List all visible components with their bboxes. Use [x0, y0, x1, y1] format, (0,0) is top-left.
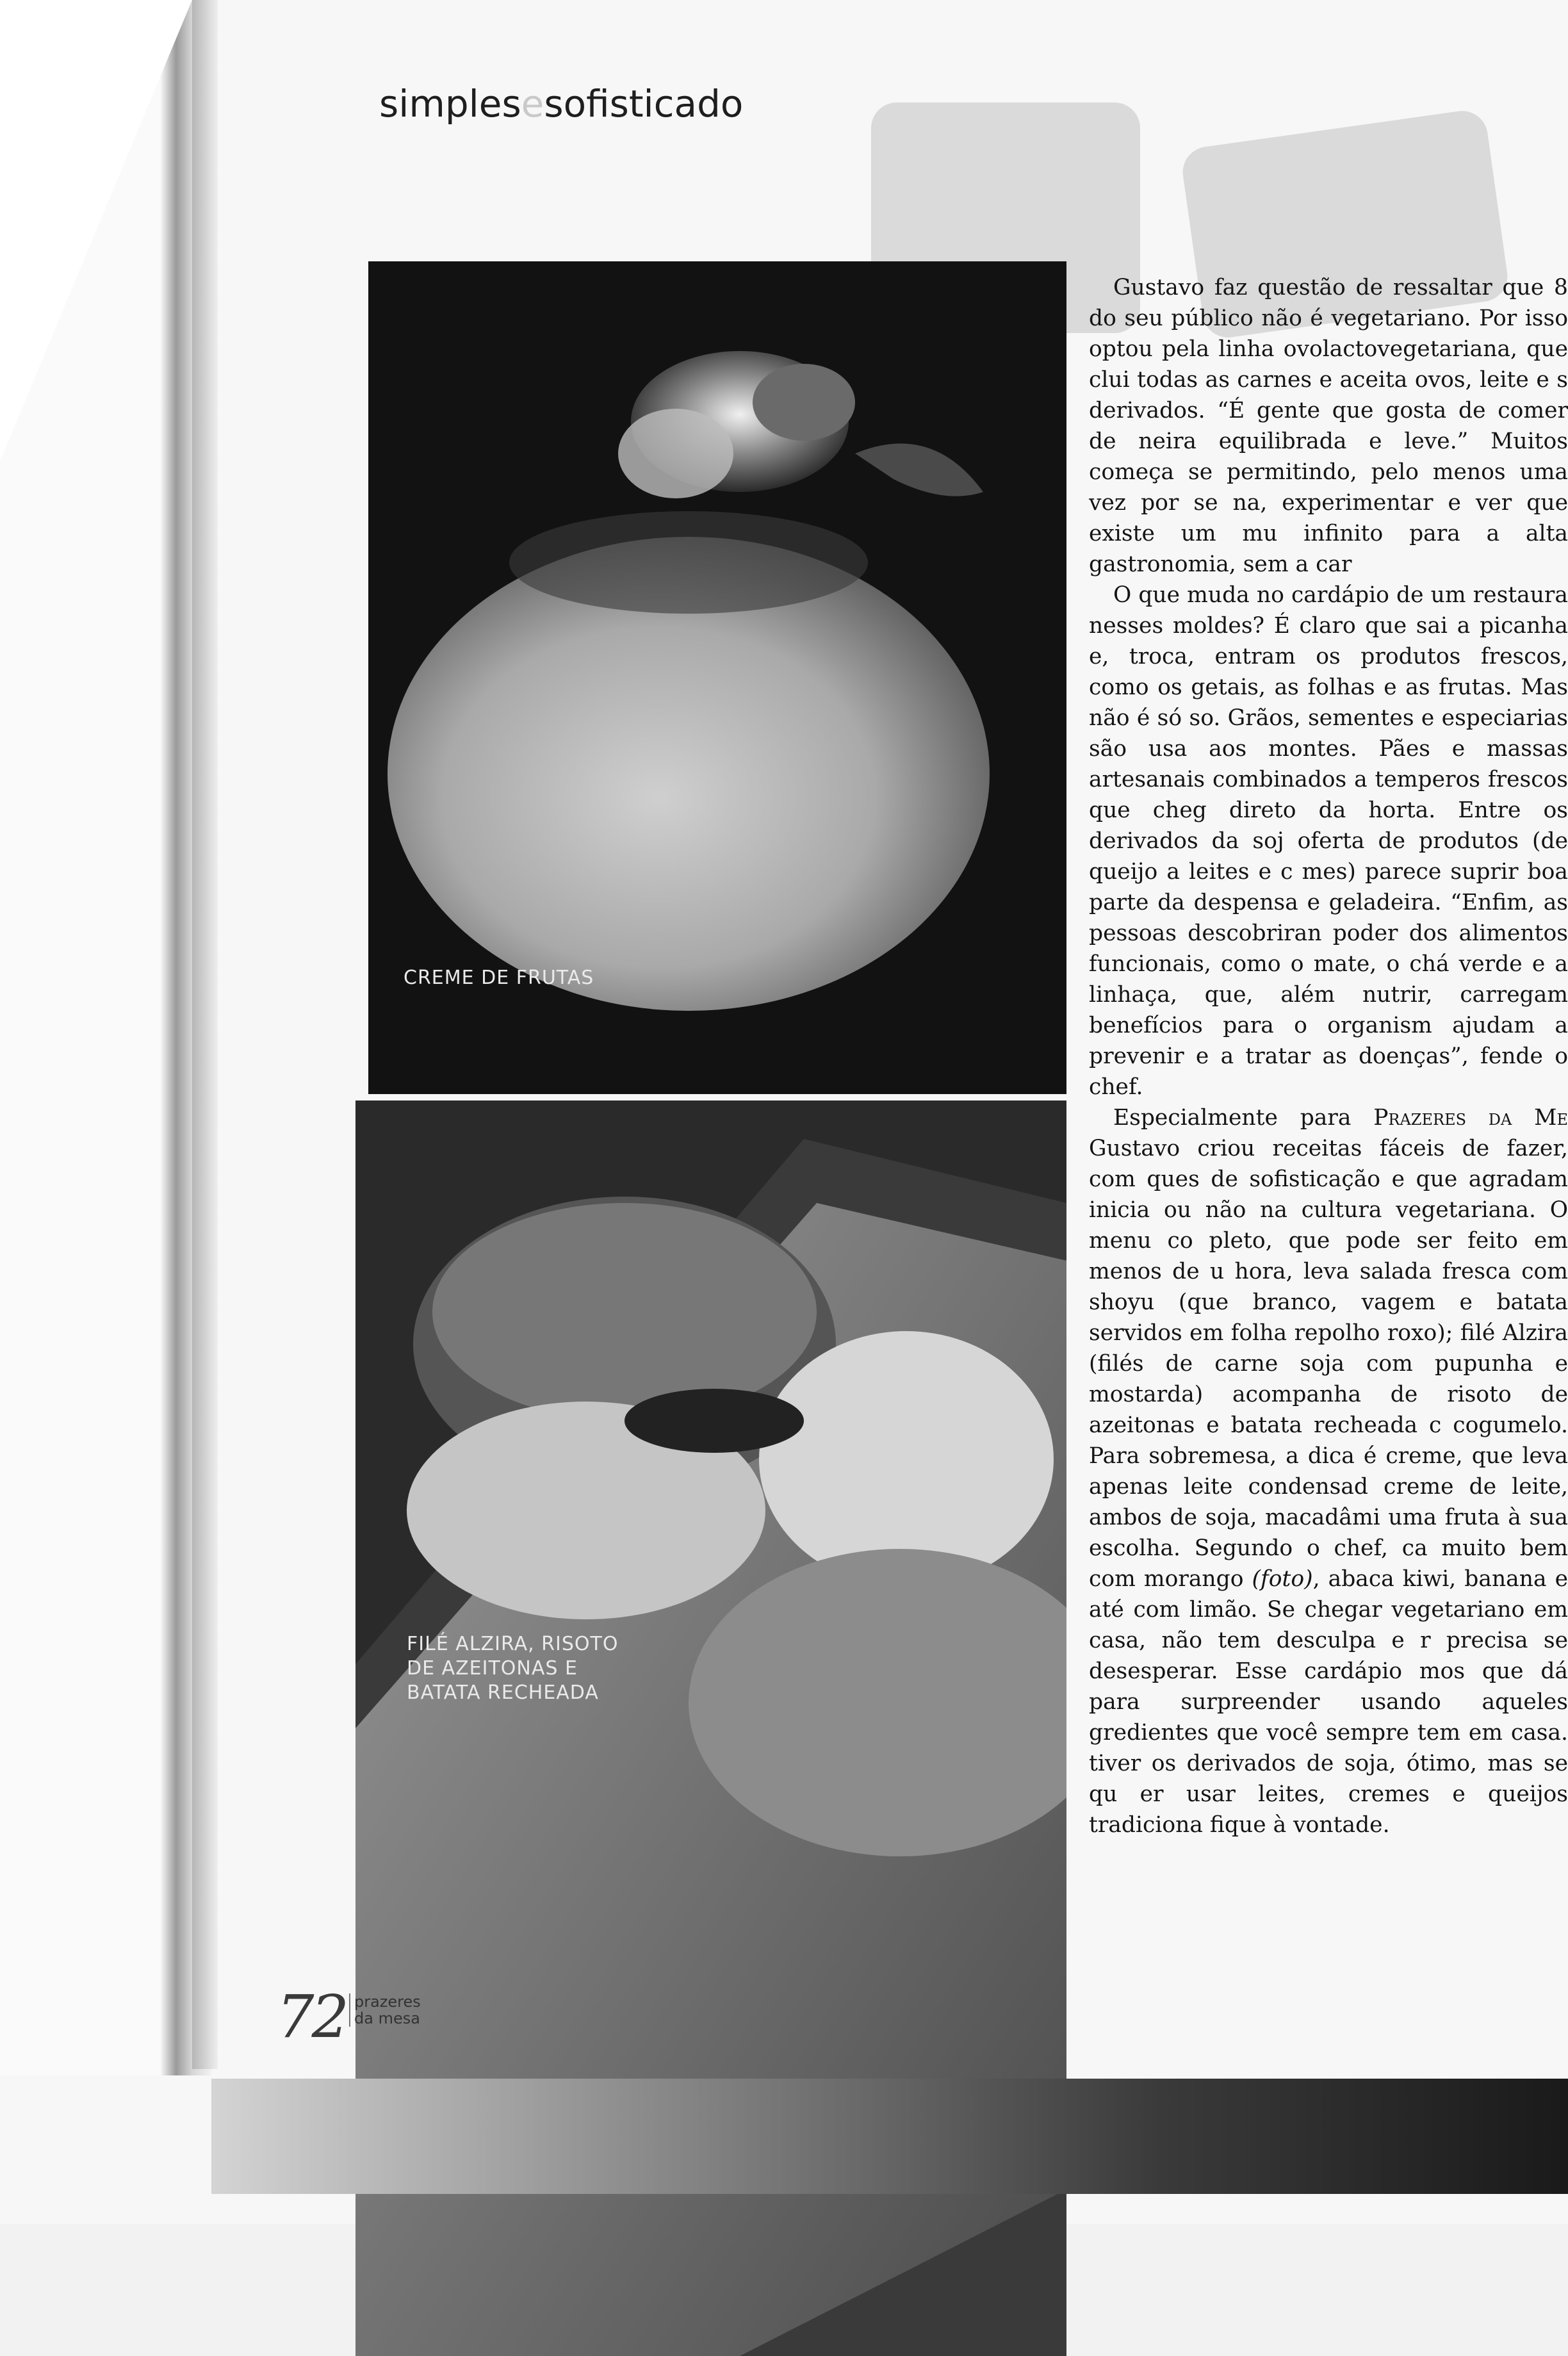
scanner-edge-bar	[211, 2079, 1568, 2194]
caption-line-1: FILÉ ALZIRA, RISOTO	[407, 1633, 619, 1655]
paragraph-3	[1089, 1102, 1568, 1840]
header-letter-e: e	[521, 82, 544, 126]
page-number: 72	[277, 1983, 347, 2051]
magazine-name-line-2: da mesa	[354, 2009, 420, 2027]
folded-corner	[0, 0, 192, 461]
magazine-name	[349, 1993, 421, 2027]
magazine-name-line-1: prazeres	[354, 1993, 421, 2011]
section-header	[379, 82, 743, 126]
caption-file-alzira	[407, 1632, 625, 1705]
article-text	[1089, 272, 1568, 1976]
photo-creme-de-frutas	[368, 261, 1066, 1094]
p3-text-b: Gustavo criou receitas fáceis de fazer, com ques de sofisticação e que agradam inicia ou não na cultura vegetariana. O menu co pleto, que pode ser feito em menos de u hora, leva salada fresca com shoyu (que branco, vagem e batata servidos em folha repolho roxo); filé Alzira (filés de carne soja com pupunha e mostarda) acompanha de risoto de azeitonas e batata recheada c cogumelo. Para sobremesa, a dica é creme, que leva apenas leite condensad creme de leite, ambos de soja, macadâmi uma fruta à sua escolha. Segundo o chef, ca muito bem com morango	[1089, 1136, 1568, 1592]
p3-text-c: , abaca kiwi, banana e até com limão. Se chegar vegetariano em casa, não tem desculpa e r precisa se desesperar. Esse cardápio mos que dá para surpreender usando aqueles gredientes que você sempre tem em casa. tiver os derivados de soja, ótimo, mas se qu er usar leites, cremes e queijos tradiciona fique à vontade.	[1089, 1566, 1568, 1838]
caption-line-3: BATATA RECHEADA	[407, 1681, 599, 1704]
caption-creme-de-frutas: CREME DE FRUTAS	[404, 967, 594, 989]
caption-line-2: DE AZEITONAS E	[407, 1657, 578, 1680]
paragraph-1: Gustavo faz questão de ressaltar que 8 do seu público não é vegetariano. Por isso optou pela linha ovolactovegetariana, que clui todas as carnes e aceita ovos, leite e s derivados. “É gente que gosta de comer de neira equilibrada e leve.” Muitos começa se permitindo, pelo menos uma vez por se na, experimentar e ver que existe um mu infinito para a alta gastronomia, sem a car	[1089, 275, 1568, 577]
p3-text-a: Especialmente para	[1113, 1105, 1374, 1131]
p3-italic: (foto)	[1252, 1566, 1313, 1592]
header-word-sofisticado: sofisticado	[544, 82, 744, 126]
paragraph-2: O que muda no cardápio de um restaura nesses moldes? É claro que sai a picanha e, troca, entram os produtos frescos, como os getais, as folhas e as frutas. Mas não é só so. Grãos, sementes e especiarias são usa aos montes. Pães e massas artesanais combinados a temperos frescos que cheg direto da horta. Entre os derivados da soj oferta de produtos (de queijo a leites e c mes) parece suprir boa parte da despensa e geladeira. “Enfim, as pessoas descobriran poder dos alimentos funcionais, como o mate, o chá verde e a linhaça, que, além nutrir, carregam benefícios para o organism ajudam a prevenir e a tratar as doenças”, fende o chef.	[1089, 582, 1568, 1100]
p3-magazine-name: Prazeres da Me	[1373, 1105, 1568, 1131]
gutter-shadow	[192, 0, 218, 2069]
header-word-simples: simples	[379, 82, 521, 126]
